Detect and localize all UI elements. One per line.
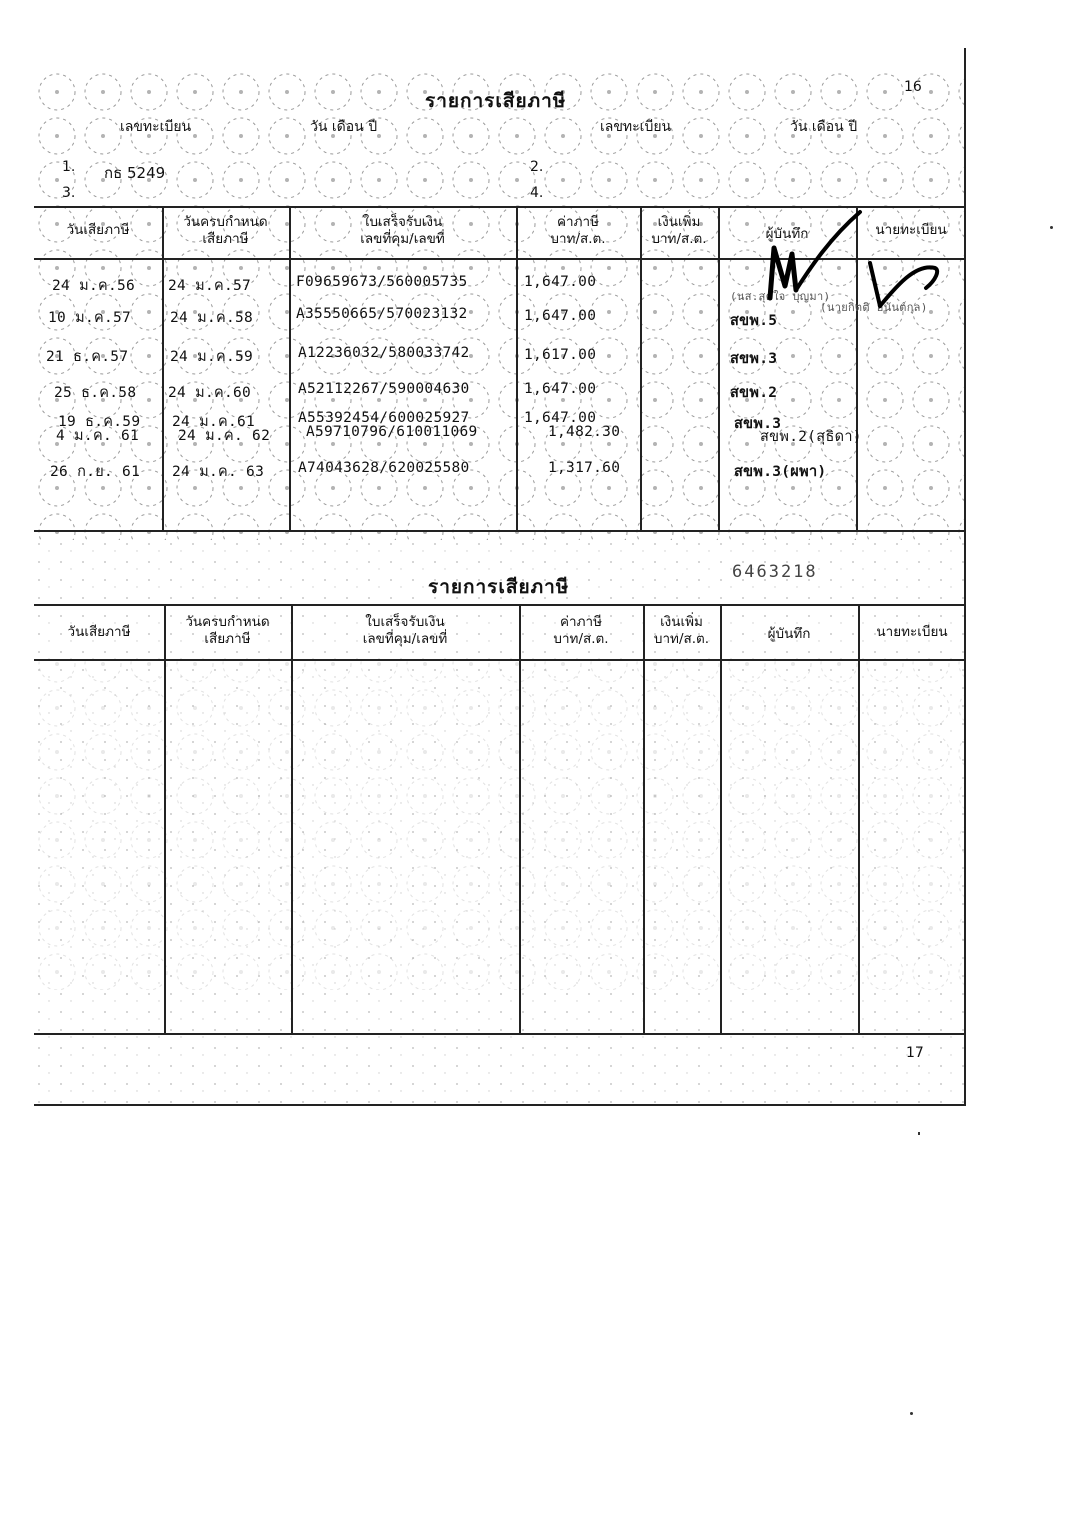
page-number-top: 16 [904, 79, 922, 95]
bottom-col-divider-5 [720, 604, 722, 1034]
top-col-divider-4 [640, 206, 642, 531]
bottom-table-header-rule [34, 659, 966, 661]
row-due-date: 24 ม.ค.57 [168, 278, 252, 294]
serial-number: 6463218 [732, 562, 818, 582]
bottom-header-receipt: ใบเสร็จรับเงิน เลขที่คุม/เลขที่ [362, 614, 448, 647]
row-recorder: สขพ.5 [730, 313, 778, 329]
row-paid-date: 19 ธ.ค.59 [58, 414, 141, 430]
row-recorder: สขพ.3 [730, 351, 778, 367]
top-col-divider-2 [289, 206, 291, 531]
row-recorder: สขพ.2(สุธิดา) [760, 429, 862, 445]
bottom-header-registrar: นายทะเบียน [876, 624, 948, 640]
top-col-divider-1 [162, 206, 164, 531]
bottom-col-divider-1 [164, 604, 166, 1034]
bottom-col-divider-3 [519, 604, 521, 1034]
row-tax: 1,647.00 [524, 308, 597, 324]
left-date-label: วัน เดือน ปี [310, 119, 378, 135]
row-due-date: 24 ม.ค.59 [170, 349, 254, 365]
row-paid-date: 21 ธ.ค.57 [46, 349, 129, 365]
bottom-table-bottom-rule [34, 1033, 966, 1035]
row-receipt: A74043628/620025580 [298, 460, 470, 476]
bottom-col-divider-6 [858, 604, 860, 1034]
row-due-date: 24 ม.ค.61 [172, 414, 256, 430]
top-header-paid-date: วันเสียภาษี [66, 222, 130, 238]
scan-speck [1050, 226, 1053, 229]
page-number-bottom: 17 [906, 1045, 924, 1061]
row-paid-date: 10 ม.ค.57 [48, 310, 132, 326]
row-receipt: F09659673/560005735 [296, 274, 468, 290]
right-registration-label: เลขทะเบียน [600, 119, 672, 135]
bottom-header-paid-date: วันเสียภาษี [67, 624, 131, 640]
row-paid-date: 26 ก.ย. 61 [50, 464, 141, 480]
top-section-title: รายการเสียภาษี [425, 90, 567, 112]
bottom-section-title: รายการเสียภาษี [428, 576, 570, 598]
top-header-receipt: ใบเสร็จรับเงิน เลขที่คุม/เลขที่ [360, 214, 445, 247]
row-paid-date: 4 ม.ค. 61 [56, 428, 140, 444]
row-registrar: (นายกิตติ อนันต์กุล) [820, 301, 928, 314]
top-header-due-date: วันครบกำหนด เสียภาษี [183, 214, 268, 247]
left-registration-label: เลขทะเบียน [120, 119, 192, 135]
row-tax: 1,647.00 [524, 274, 597, 290]
right-date-label: วัน เดือน ปี [790, 119, 858, 135]
top-header-recorder: ผู้บันทึก [765, 226, 809, 242]
row-tax: 1,317.60 [548, 460, 621, 476]
row-tax: 1,617.00 [524, 347, 597, 363]
row-tax: 1,647.00 [524, 410, 597, 426]
bottom-col-divider-2 [291, 604, 293, 1034]
slot-1-number: 1. [62, 159, 76, 175]
slot-4-number: 4. [530, 185, 544, 201]
row-recorder: สขพ.2 [730, 385, 778, 401]
row-recorder: สขพ.3(ผพา) [734, 464, 827, 480]
slot-2-number: 2. [530, 159, 544, 175]
row-due-date: 24 ม.ค. 62 [178, 428, 271, 444]
bottom-table-top-rule [34, 604, 966, 606]
top-header-tax: ค่าภาษี บาท/ส.ต. [550, 214, 606, 247]
row-receipt: A52112267/590004630 [298, 381, 470, 397]
row-recorder: (นส.สุดใจ บุญมา) [730, 290, 831, 303]
row-paid-date: 25 ธ.ค.58 [54, 385, 137, 401]
row-recorder: สขพ.3 [734, 416, 782, 432]
bottom-header-surcharge: เงินเพิ่ม บาท/ส.ต. [653, 614, 710, 647]
bottom-header-tax: ค่าภาษี บาท/ส.ต. [553, 614, 609, 647]
row-due-date: 24 ม.ค.60 [168, 385, 252, 401]
top-col-divider-5 [718, 206, 720, 531]
row-receipt: A35550665/570023132 [296, 306, 468, 322]
top-header-surcharge: เงินเพิ่ม บาท/ส.ต. [651, 214, 707, 247]
bottom-header-due-date: วันครบกำหนด เสียภาษี [185, 614, 270, 647]
scan-speck [910, 1412, 913, 1415]
row-paid-date: 24 ม.ค.56 [52, 278, 136, 294]
top-table-bottom-rule [34, 530, 966, 532]
row-receipt: A55392454/600025927 [298, 410, 470, 426]
slot-1-registration-value: กธ 5249 [104, 164, 166, 182]
row-tax: 1,647.00 [524, 381, 597, 397]
bottom-header-recorder: ผู้บันทึก [767, 626, 811, 642]
bottom-col-divider-4 [643, 604, 645, 1034]
row-receipt: A59710796/610011069 [306, 424, 478, 440]
page-bottom-border [34, 1104, 966, 1106]
row-due-date: 24 ม.ค. 63 [172, 464, 265, 480]
slot-3-number: 3. [62, 185, 76, 201]
scan-speck [918, 1132, 920, 1135]
row-receipt: A12236032/580033742 [298, 345, 470, 361]
row-tax: 1,482.30 [548, 424, 621, 440]
handwritten-signature-marks [730, 208, 940, 313]
row-due-date: 24 ม.ค.58 [170, 310, 254, 326]
top-col-divider-3 [516, 206, 518, 531]
top-header-registrar: นายทะเบียน [875, 222, 947, 238]
